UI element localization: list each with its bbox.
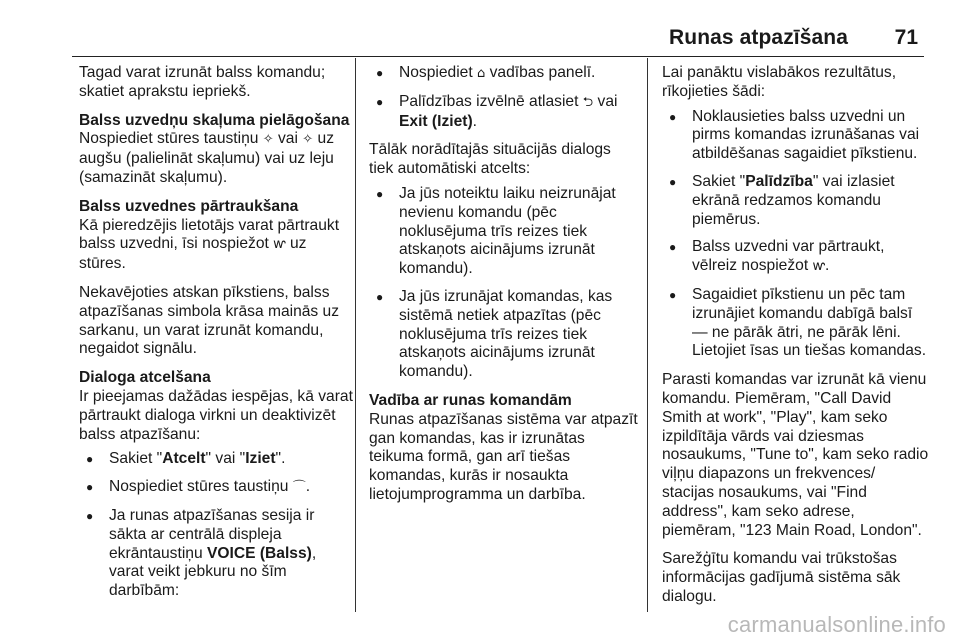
list-item: ● Nospiediet stūres taustiņu ⌒. [79,478,354,498]
examples-paragraph: Parasti komandas var izrunāt kā vienu komandu. Piemēram, "Call David Smith at work", "Play", kam seko izpildītāja vārds vai dziesmas nosaukums, "Tune to", kam seko radio viļņu diapazons un frekvences/ stacijas nosaukums, vai "Find address", kam seko adrese, piemēram, "123 Main Road, London". [662,371,929,539]
section-heading: Balss uzvednes pārtraukšana [79,197,299,215]
column-3 [662,64,930,617]
list-item: ● Ja runas atpazīšanas sesija ir sākta ar centrālā displeja ekrāntaustiņu VOICE (Balss), varat veikt jebkuru no šīm darbībām: [79,507,354,601]
home-icon: ⌂ [477,66,486,81]
page-number: 71 [894,26,918,49]
cancel-section: Dialoga atcelšana Ir pieejamas dažādas iespējas, kā varat pārtraukt dialoga virkni un deaktivizēt balss atpazīšanu: [79,369,353,443]
voice-button-icon: ⱳ [812,259,825,275]
beep-paragraph: Nekavējoties atskan pīkstiens, balss atpazīšanas simbola krāsa mainās uz sarkanu, un varat izrunāt komandu, negaidot signālu. [79,283,340,358]
control-section: Vadība ar runas komandām Runas atpazīšanas sistēma var atpazīt gan komandas, kas ir izrunātas teikuma formā, gan arī tiešas komandas, kurās ir nosaukta lietojumprogramma un darbība. [369,391,638,503]
list-item: ● Ja jūs noteiktu laiku neizrunājat nevienu komandu (pēc noklusējuma trīs reizes tiek atskaņots aicinājums izrunāt komandu). [369,185,639,279]
list-item: ● Balss uzvedni var pārtraukt, vēlreiz nospiežot ⱳ. [662,238,930,277]
watermark: carmanualsonline.info [727,612,946,637]
complex-paragraph: Sarežģītu komandu vai trūkstošas informācijas gadījumā sistēma sāk dialogu. [662,550,901,605]
end-call-icon: ⌒ [292,480,306,496]
list-item: ● Ja jūs izrunājat komandas, kas sistēmā netiek atpazītas (pēc noklusējuma trīs reizes tiek atskaņots aicinājums izrunāt komandu). [369,288,639,382]
action-list [369,64,639,131]
volume-section: Balss uzvedņu skaļuma pielāgošana Nospiediet stūres taustiņu ✧ vai ✧ uz augšu (palielināt skaļumu) vai uz leju (samazināt skaļumu). [79,112,354,188]
list-item: ● Palīdzības izvēlnē atlasiet ⮌ vai Exit (Iziet). [369,93,639,132]
volume-up-icon: ✧ [262,132,274,148]
cancel-list [79,450,354,601]
column-1 [79,64,354,611]
auto-cancel-list [369,185,639,382]
tips-intro: Lai panāktu vislabākos rezultātus, rīkojieties šādi: [662,64,897,100]
tips-list [662,108,930,362]
list-item: ● Noklausieties balss uzvedni un pirms komandas izrunāšanas vai atbildēšanas sagaidiet pīkstienu. [662,108,930,164]
list-item: ● Sagaidiet pīkstienu un pēc tam izrunājiet komandu dabīgā balsī — ne pārāk ātri, ne pārāk lēni. Lietojiet īsas un tiešas komandas. [662,286,930,361]
list-item: ● Sakiet "Palīdzība" vai izlasiet ekrānā redzamos komandu piemērus. [662,173,930,229]
section-heading: Balss uzvedņu skaļuma pielāgošana [79,111,350,129]
page-title: Runas atpazīšana [669,26,848,49]
column-divider [647,58,648,612]
page-header [72,0,924,57]
intro-paragraph: Tagad varat izrunāt balss komandu; skatiet aprakstu iepriekš. [79,64,326,100]
column-divider [355,58,356,612]
section-heading: Dialoga atcelšana [79,369,211,387]
volume-down-icon: ✧ [302,132,314,148]
voice-button-icon: ⱳ [273,237,286,253]
column-2 [369,64,639,515]
list-item: ● Nospiediet ⌂ vadības panelī. [369,64,639,84]
back-icon: ⮌ [582,94,594,110]
section-heading: Vadība ar runas komandām [369,391,572,409]
list-item: ● Sakiet "Atcelt" vai "Iziet". [79,450,354,469]
interrupt-section: Balss uzvednes pārtraukšana Kā pieredzējis lietotājs varat pārtraukt balss uzvedni, īsi nospiežot ⱳ uz stūres. [79,198,354,274]
auto-cancel-paragraph: Tālāk norādītajās situācijās dialogs tiek automātiski atcelts: [369,141,611,178]
